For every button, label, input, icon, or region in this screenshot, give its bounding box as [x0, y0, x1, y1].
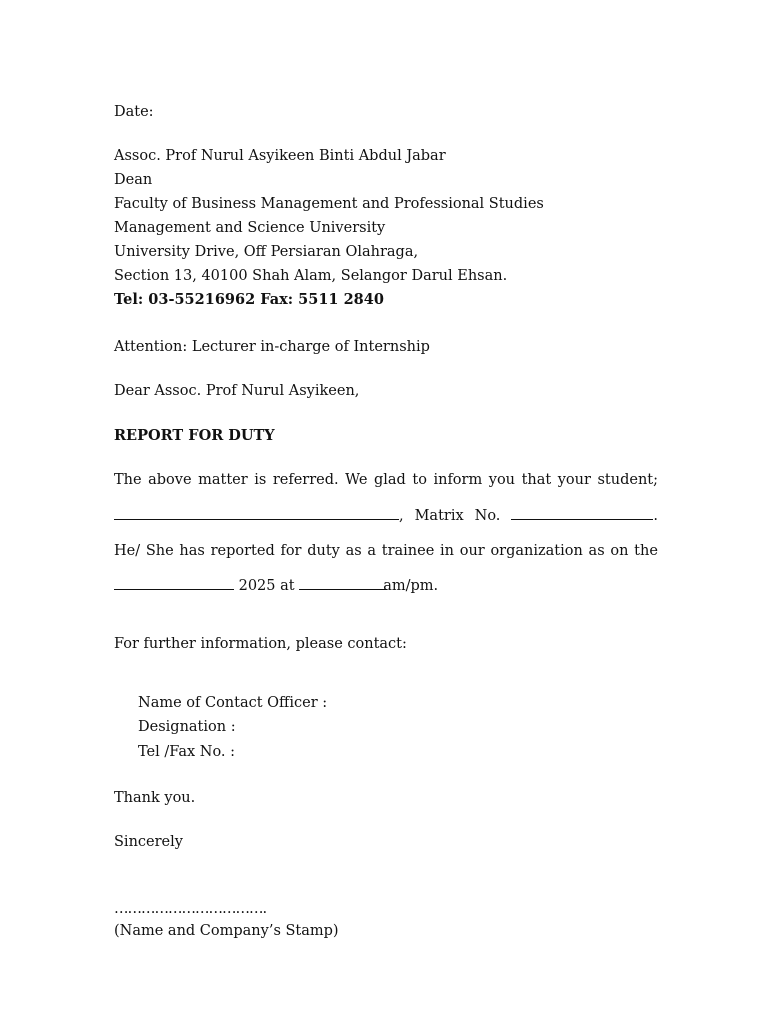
ampm-text: am/pm. [383, 578, 439, 594]
body-word: We [345, 472, 368, 488]
student-name-group [114, 507, 404, 525]
matrix-label: Matrix [414, 508, 464, 524]
body-word: matter [198, 472, 248, 488]
body-word: you [488, 472, 516, 488]
body-line-2 [114, 507, 658, 525]
designation-label: Designation : [138, 719, 236, 735]
recipient-faculty: Faculty of Business Management and Professional Studies [114, 196, 544, 212]
body-word: organization [490, 543, 583, 559]
comma: , [399, 508, 404, 524]
tel-fax-label: Tel /Fax No. : [138, 744, 236, 760]
body-word: as [588, 543, 605, 559]
body-word: He/ [114, 543, 141, 559]
attention-line: Attention: Lecturer in-charge of Internship [114, 339, 430, 355]
body-word: reported [210, 543, 275, 559]
signature-line: ……………………………. [114, 901, 267, 917]
address-line-2: Section 13, 40100 Shah Alam, Selangor Darul Ehsan. [114, 268, 508, 284]
period: . [653, 508, 658, 524]
body-word: a [367, 543, 377, 559]
body-word: has [179, 543, 205, 559]
recipient-university: Management and Science University [114, 220, 386, 236]
recipient-name: Assoc. Prof Nurul Asyikeen Binti Abdul Jabar [114, 148, 446, 164]
salutation: Dear Assoc. Prof Nurul Asyikeen, [114, 383, 360, 399]
recipient-contact: Tel: 03-55216962 Fax: 5511 2840 [114, 291, 384, 308]
address-line-1: University Drive, Off Persiaran Olahraga, [114, 244, 419, 260]
body-line-1 [114, 471, 658, 489]
time-blank[interactable] [299, 577, 387, 590]
body-word: in [440, 543, 454, 559]
body-word: that [521, 472, 552, 488]
body-word: to [412, 472, 427, 488]
student-name-blank[interactable] [114, 507, 399, 520]
date-blank[interactable] [114, 577, 234, 590]
body-word: glad [373, 472, 406, 488]
body-word: She [145, 543, 174, 559]
body-word: inform [433, 472, 483, 488]
thanks-line: Thank you. [114, 790, 196, 806]
closing-line: Sincerely [114, 834, 183, 850]
body-word: as [345, 543, 362, 559]
further-info-line: For further information, please contact: [114, 636, 407, 652]
body-word: the [634, 543, 658, 559]
no-label: No. [474, 508, 501, 524]
body-line-3 [114, 542, 658, 560]
contact-officer-label: Name of Contact Officer : [138, 695, 328, 711]
matrix-no-blank[interactable] [511, 507, 653, 520]
body-word: student; [597, 472, 658, 488]
body-word: our [459, 543, 485, 559]
body-word: on [610, 543, 629, 559]
date-label: Date: [114, 104, 154, 120]
body-word: for [280, 543, 302, 559]
matrix-group [511, 507, 658, 525]
body-word: your [557, 472, 591, 488]
body-word: duty [307, 543, 340, 559]
recipient-position: Dean [114, 172, 153, 188]
body-line-4 [114, 577, 438, 595]
body-word: is [254, 472, 267, 488]
body-word: referred. [272, 472, 339, 488]
body-word: The [114, 472, 142, 488]
subject-heading: REPORT FOR DUTY [114, 427, 275, 444]
signature-caption: (Name and Company’s Stamp) [114, 923, 339, 939]
year-text: 2025 at [238, 578, 295, 594]
body-word: trainee [381, 543, 435, 559]
body-word: above [148, 472, 192, 488]
